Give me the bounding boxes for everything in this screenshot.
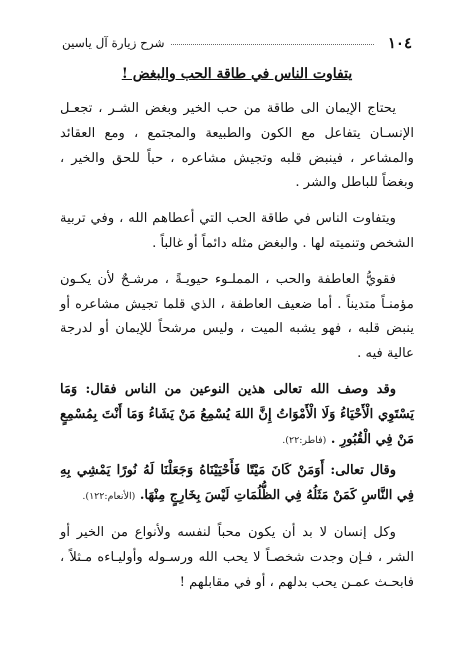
paragraph: يحتاج الإيمان الى طاقة من حب الخير وبغض الشـر ، تجعـل الإنسـان يتفاعل مع الكون والطبيعة والمجتمع ، ومع العقائد والمشاعر ، فينبض قلبه وتجيش مشاعره ، حباً للحق والخير ، وبغضاً للباطل والشر .	[60, 101, 414, 191]
quran-quote	[60, 459, 414, 510]
quote-source: (الأنعام:١٢٢).	[82, 491, 136, 503]
running-title: شرح زيارة آل ياسين	[62, 36, 165, 50]
quote-text: وقد وصف الله تعالى هذين النوعين من الناس فقال: وَمَا يَسْتَوِي الْأَحْيَاءُ وَلَا الْأَمْوَاتُ إِنَّ اللهَ يُسْمِعُ مَنْ يَشَاءُ وَمَا أَنْتَ بِمُسْمِعٍ مَنْ فِي الْقُبُورِ .	[60, 381, 414, 447]
paragraph: ويتفاوت الناس في طاقة الحب التي أعطاهم الله ، وفي تربية الشخص وتنميته لها . والبغض مثله دائماً أو غالباً .	[60, 211, 414, 251]
quote-source: (فاطر:٢٢).	[282, 434, 327, 446]
quote-text: وقال تعالى: أَوَمَنْ كَانَ مَيْتًا فَأَحْيَيْنَاهُ وَجَعَلْنَا لَهُ نُورًا يَمْشِي بِهِ فِي النَّاسِ كَمَنْ مَثَلُهُ فِي الظُّلُمَاتِ لَيْسَ بِخَارِجٍ مِنْهَا.	[60, 463, 414, 504]
header-dotted-rule	[171, 43, 374, 45]
page-header	[62, 34, 412, 52]
page-number: ١٠٤	[387, 34, 412, 52]
paragraph: وكل إنسان لا بد أن يكون محباً لنفسه ولأنواع من الخير أو الشر ، فـإن وجدت شخصـاً لا يحب الله ورسـوله وأوليـاءه مـثلاً ، فابحـث عمـن يحب بدلهم ، أو في مقابلهم !	[60, 524, 414, 590]
body-text	[60, 97, 414, 606]
section-heading: يتفاوت الناس في طاقة الحب والبغض !	[121, 66, 353, 82]
quran-quote	[60, 378, 414, 453]
paragraph: فقويُّ العاطفة والحب ، المملـوء حيويـةً ، مرشـحٌ لأن يكـون مؤمنـاً متديناً . أما ضعيف العاطفة ، الذي قلما تجيش مشاعره أو ينبض قلبه ، فهو يشبه الميت ، وليس مرشحاً للإيمان أو لدرجة عالية فيه .	[60, 271, 414, 362]
